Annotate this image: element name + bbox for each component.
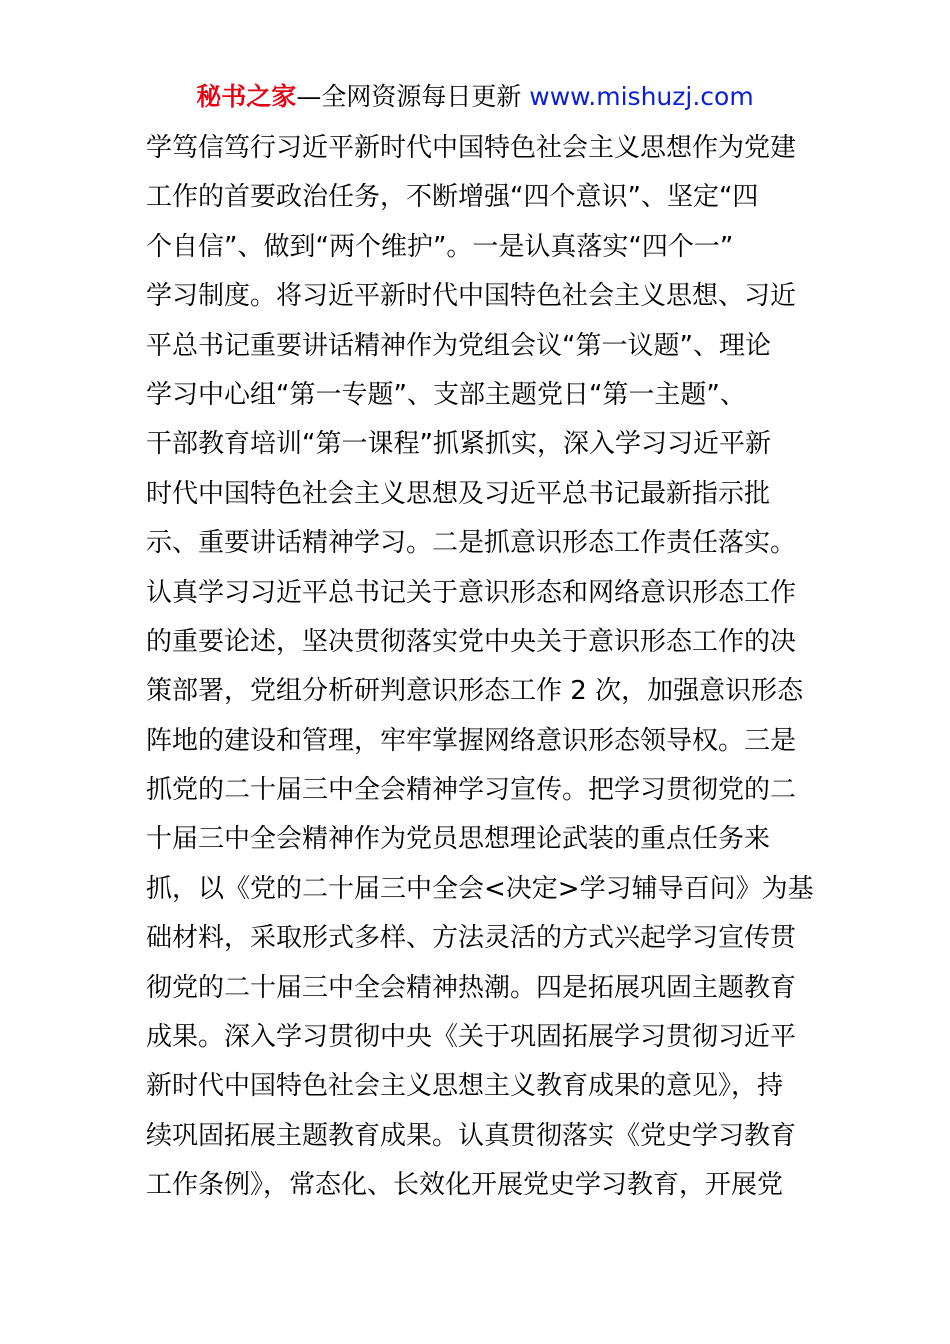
text-line: 个自信”、做到“两个维护”。一是认真落实“四个一” <box>146 231 734 262</box>
brand-name: 秘书之家 <box>196 82 297 111</box>
text-line: 础材料，采取形式多样、方法灵活的方式兴起学习宣传贯 <box>146 923 797 954</box>
text-line: 学笃信笃行习近平新时代中国特色社会主义思想作为党建 <box>146 133 797 163</box>
text-line: 抓党的二十届三中全会精神学习宣传。把学习贯彻党的二 <box>146 775 797 806</box>
text-line: 抓，以《党的二十届三中全会<决定>学习辅导百问》为基 <box>146 873 814 904</box>
page-header <box>0 82 950 112</box>
text-line: 学习制度。将习近平新时代中国特色社会主义思想、习近 <box>146 281 797 312</box>
website-link[interactable]: www.mishuzj.com <box>529 82 754 111</box>
text-line: 阵地的建设和管理，牢牢掌握网络意识形态领导权。三是 <box>146 725 797 756</box>
text-line: 的重要论述，坚决贯彻落实党中央关于意识形态工作的决 <box>146 626 797 657</box>
text-line: 时代中国特色社会主义思想及习近平总书记最新指示批 <box>146 478 771 509</box>
text-line: 平总书记重要讲话精神作为党组会议“第一议题”、理论 <box>146 330 771 361</box>
text-line: 策部署，党组分析研判意识形态工作 2 次，加强意识形态 <box>146 676 804 707</box>
text-line: 干部教育培训“第一课程”抓紧抓实，深入学习习近平新 <box>146 429 771 460</box>
text-line: 新时代中国特色社会主义思想主义教育成果的意见》，持 <box>146 1071 784 1102</box>
text-line: 成果。深入学习贯彻中央《关于巩固拓展学习贯彻习近平 <box>146 1022 797 1053</box>
header-tagline: —全网资源每日更新 <box>296 82 530 111</box>
text-line: 工作条例》，常态化、长效化开展党史学习教育，开展党 <box>146 1170 784 1201</box>
text-line: 学习中心组“第一专题”、支部主题党日“第一主题”、 <box>146 379 746 410</box>
text-line: 工作的首要政治任务，不断增强“四个意识”、坚定“四 <box>146 182 759 213</box>
text-line: 认真学习习近平总书记关于意识形态和网络意识形态工作 <box>146 577 797 608</box>
document-body <box>146 124 826 1211</box>
text-line: 续巩固拓展主题教育成果。认真贯彻落实《党史学习教育 <box>146 1120 797 1151</box>
text-line: 彻党的二十届三中全会精神热潮。四是拓展巩固主题教育 <box>146 972 797 1003</box>
text-line: 十届三中全会精神作为党员思想理论武装的重点任务来 <box>146 824 771 855</box>
text-line: 示、重要讲话精神学习。二是抓意识形态工作责任落实。 <box>146 528 797 559</box>
